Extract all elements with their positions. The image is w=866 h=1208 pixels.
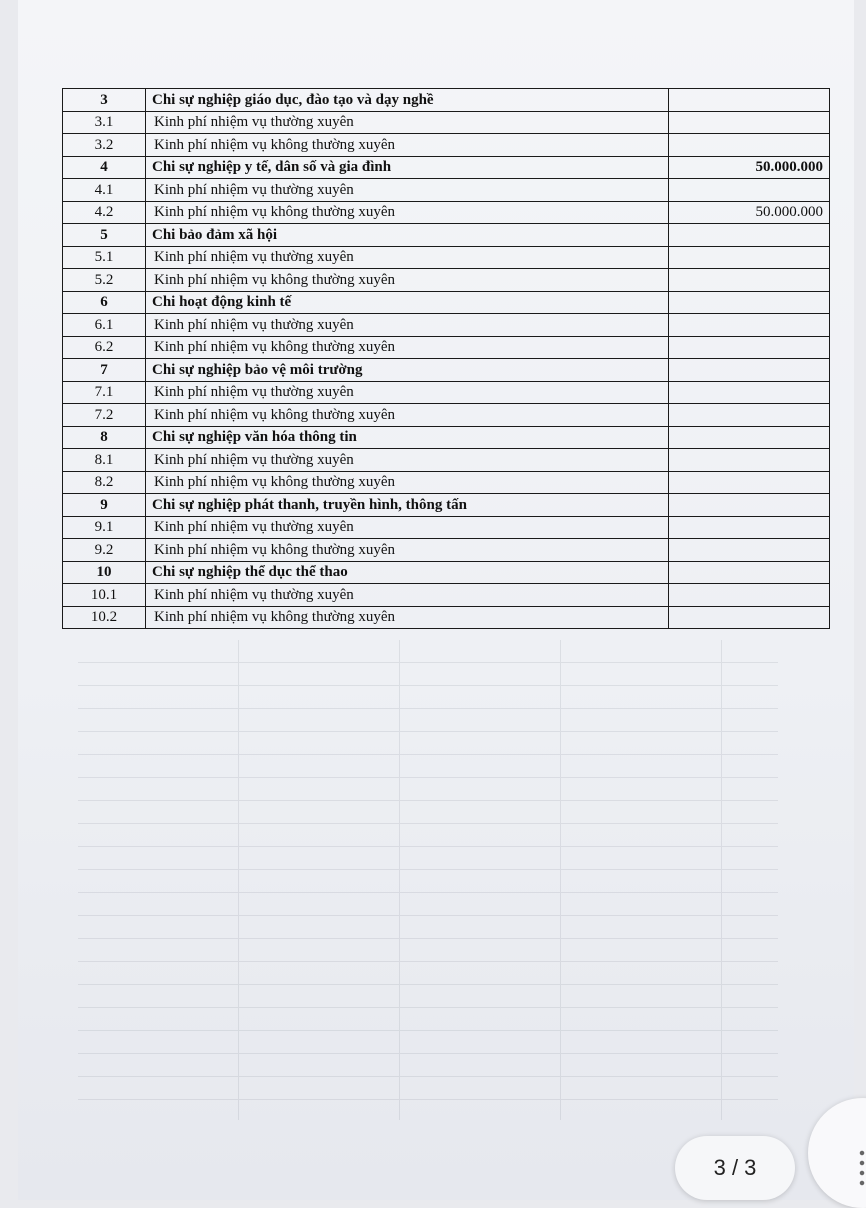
row-amount-cell [669, 471, 830, 494]
table-row [63, 179, 830, 202]
row-amount-cell [669, 426, 830, 449]
table-row [63, 404, 830, 427]
table-row [63, 606, 830, 629]
row-number-cell: 8.1 [63, 449, 146, 472]
row-amount-cell [669, 291, 830, 314]
table-section-row [63, 426, 830, 449]
row-amount-cell [669, 584, 830, 607]
row-amount-cell [669, 404, 830, 427]
row-name-cell: Kinh phí nhiệm vụ không thường xuyên [146, 471, 669, 494]
row-number-cell: 8.2 [63, 471, 146, 494]
table-row [63, 314, 830, 337]
row-amount-cell [669, 516, 830, 539]
row-name-cell: Chi sự nghiệp bảo vệ môi trường [146, 359, 669, 382]
row-amount-cell [669, 134, 830, 157]
budget-table-body [63, 89, 830, 629]
bleed-through-watermark [78, 640, 778, 1120]
row-amount-cell [669, 449, 830, 472]
table-section-row [63, 561, 830, 584]
table-row [63, 111, 830, 134]
row-name-cell: Kinh phí nhiệm vụ thường xuyên [146, 179, 669, 202]
row-amount-cell [669, 336, 830, 359]
row-name-cell: Chi sự nghiệp giáo dục, đào tạo và dạy nghề [146, 89, 669, 112]
row-number-cell: 3 [63, 89, 146, 112]
row-name-cell: Kinh phí nhiệm vụ không thường xuyên [146, 269, 669, 292]
table-row [63, 134, 830, 157]
row-number-cell: 5.1 [63, 246, 146, 269]
row-amount-cell [669, 359, 830, 382]
row-name-cell: Chi hoạt động kinh tế [146, 291, 669, 314]
row-name-cell: Kinh phí nhiệm vụ không thường xuyên [146, 336, 669, 359]
row-amount-cell [669, 111, 830, 134]
row-number-cell: 3.1 [63, 111, 146, 134]
row-number-cell: 7.2 [63, 404, 146, 427]
table-row [63, 381, 830, 404]
row-number-cell: 10 [63, 561, 146, 584]
row-number-cell: 7 [63, 359, 146, 382]
row-name-cell: Kinh phí nhiệm vụ không thường xuyên [146, 201, 669, 224]
row-name-cell: Chi bảo đảm xã hội [146, 224, 669, 247]
row-number-cell: 9.2 [63, 539, 146, 562]
row-name-cell: Kinh phí nhiệm vụ không thường xuyên [146, 404, 669, 427]
row-amount-cell [669, 269, 830, 292]
table-row [63, 584, 830, 607]
table-row [63, 449, 830, 472]
table-row [63, 539, 830, 562]
row-amount-cell [669, 606, 830, 629]
table-section-row [63, 359, 830, 382]
table-section-row [63, 224, 830, 247]
row-number-cell: 5 [63, 224, 146, 247]
row-name-cell: Kinh phí nhiệm vụ thường xuyên [146, 381, 669, 404]
table-section-row [63, 89, 830, 112]
row-name-cell: Kinh phí nhiệm vụ không thường xuyên [146, 606, 669, 629]
row-number-cell: 9.1 [63, 516, 146, 539]
row-name-cell: Chi sự nghiệp phát thanh, truyền hình, thông tấn [146, 494, 669, 517]
row-name-cell: Kinh phí nhiệm vụ không thường xuyên [146, 134, 669, 157]
row-amount-cell: 50.000.000 [669, 201, 830, 224]
row-name-cell: Kinh phí nhiệm vụ thường xuyên [146, 584, 669, 607]
row-amount-cell [669, 179, 830, 202]
table-row [63, 471, 830, 494]
row-number-cell: 4.2 [63, 201, 146, 224]
row-number-cell: 8 [63, 426, 146, 449]
row-name-cell: Kinh phí nhiệm vụ không thường xuyên [146, 539, 669, 562]
row-amount-cell: 50.000.000 [669, 156, 830, 179]
row-number-cell: 4.1 [63, 179, 146, 202]
table-row [63, 516, 830, 539]
row-number-cell: 3.2 [63, 134, 146, 157]
page-indicator-label: 3 / 3 [713, 1155, 757, 1180]
more-options-icon[interactable] [858, 1148, 866, 1188]
row-amount-cell [669, 89, 830, 112]
row-name-cell: Chi sự nghiệp văn hóa thông tin [146, 426, 669, 449]
row-number-cell: 10.1 [63, 584, 146, 607]
row-number-cell: 10.2 [63, 606, 146, 629]
row-number-cell: 5.2 [63, 269, 146, 292]
row-name-cell: Kinh phí nhiệm vụ thường xuyên [146, 516, 669, 539]
page-indicator[interactable] [675, 1136, 795, 1200]
row-amount-cell [669, 539, 830, 562]
table-row [63, 336, 830, 359]
row-number-cell: 6.2 [63, 336, 146, 359]
row-name-cell: Kinh phí nhiệm vụ thường xuyên [146, 111, 669, 134]
row-name-cell: Chi sự nghiệp y tế, dân số và gia đình [146, 156, 669, 179]
row-name-cell: Chi sự nghiệp thể dục thể thao [146, 561, 669, 584]
row-amount-cell [669, 494, 830, 517]
table-section-row [63, 156, 830, 179]
row-number-cell: 4 [63, 156, 146, 179]
row-number-cell: 6.1 [63, 314, 146, 337]
row-amount-cell [669, 314, 830, 337]
row-amount-cell [669, 224, 830, 247]
row-number-cell: 9 [63, 494, 146, 517]
row-name-cell: Kinh phí nhiệm vụ thường xuyên [146, 314, 669, 337]
row-name-cell: Kinh phí nhiệm vụ thường xuyên [146, 449, 669, 472]
row-name-cell: Kinh phí nhiệm vụ thường xuyên [146, 246, 669, 269]
budget-table [62, 88, 830, 629]
table-row [63, 201, 830, 224]
row-amount-cell [669, 561, 830, 584]
row-number-cell: 7.1 [63, 381, 146, 404]
table-section-row [63, 494, 830, 517]
row-number-cell: 6 [63, 291, 146, 314]
table-row [63, 269, 830, 292]
row-amount-cell [669, 246, 830, 269]
table-section-row [63, 291, 830, 314]
table-row [63, 246, 830, 269]
row-amount-cell [669, 381, 830, 404]
